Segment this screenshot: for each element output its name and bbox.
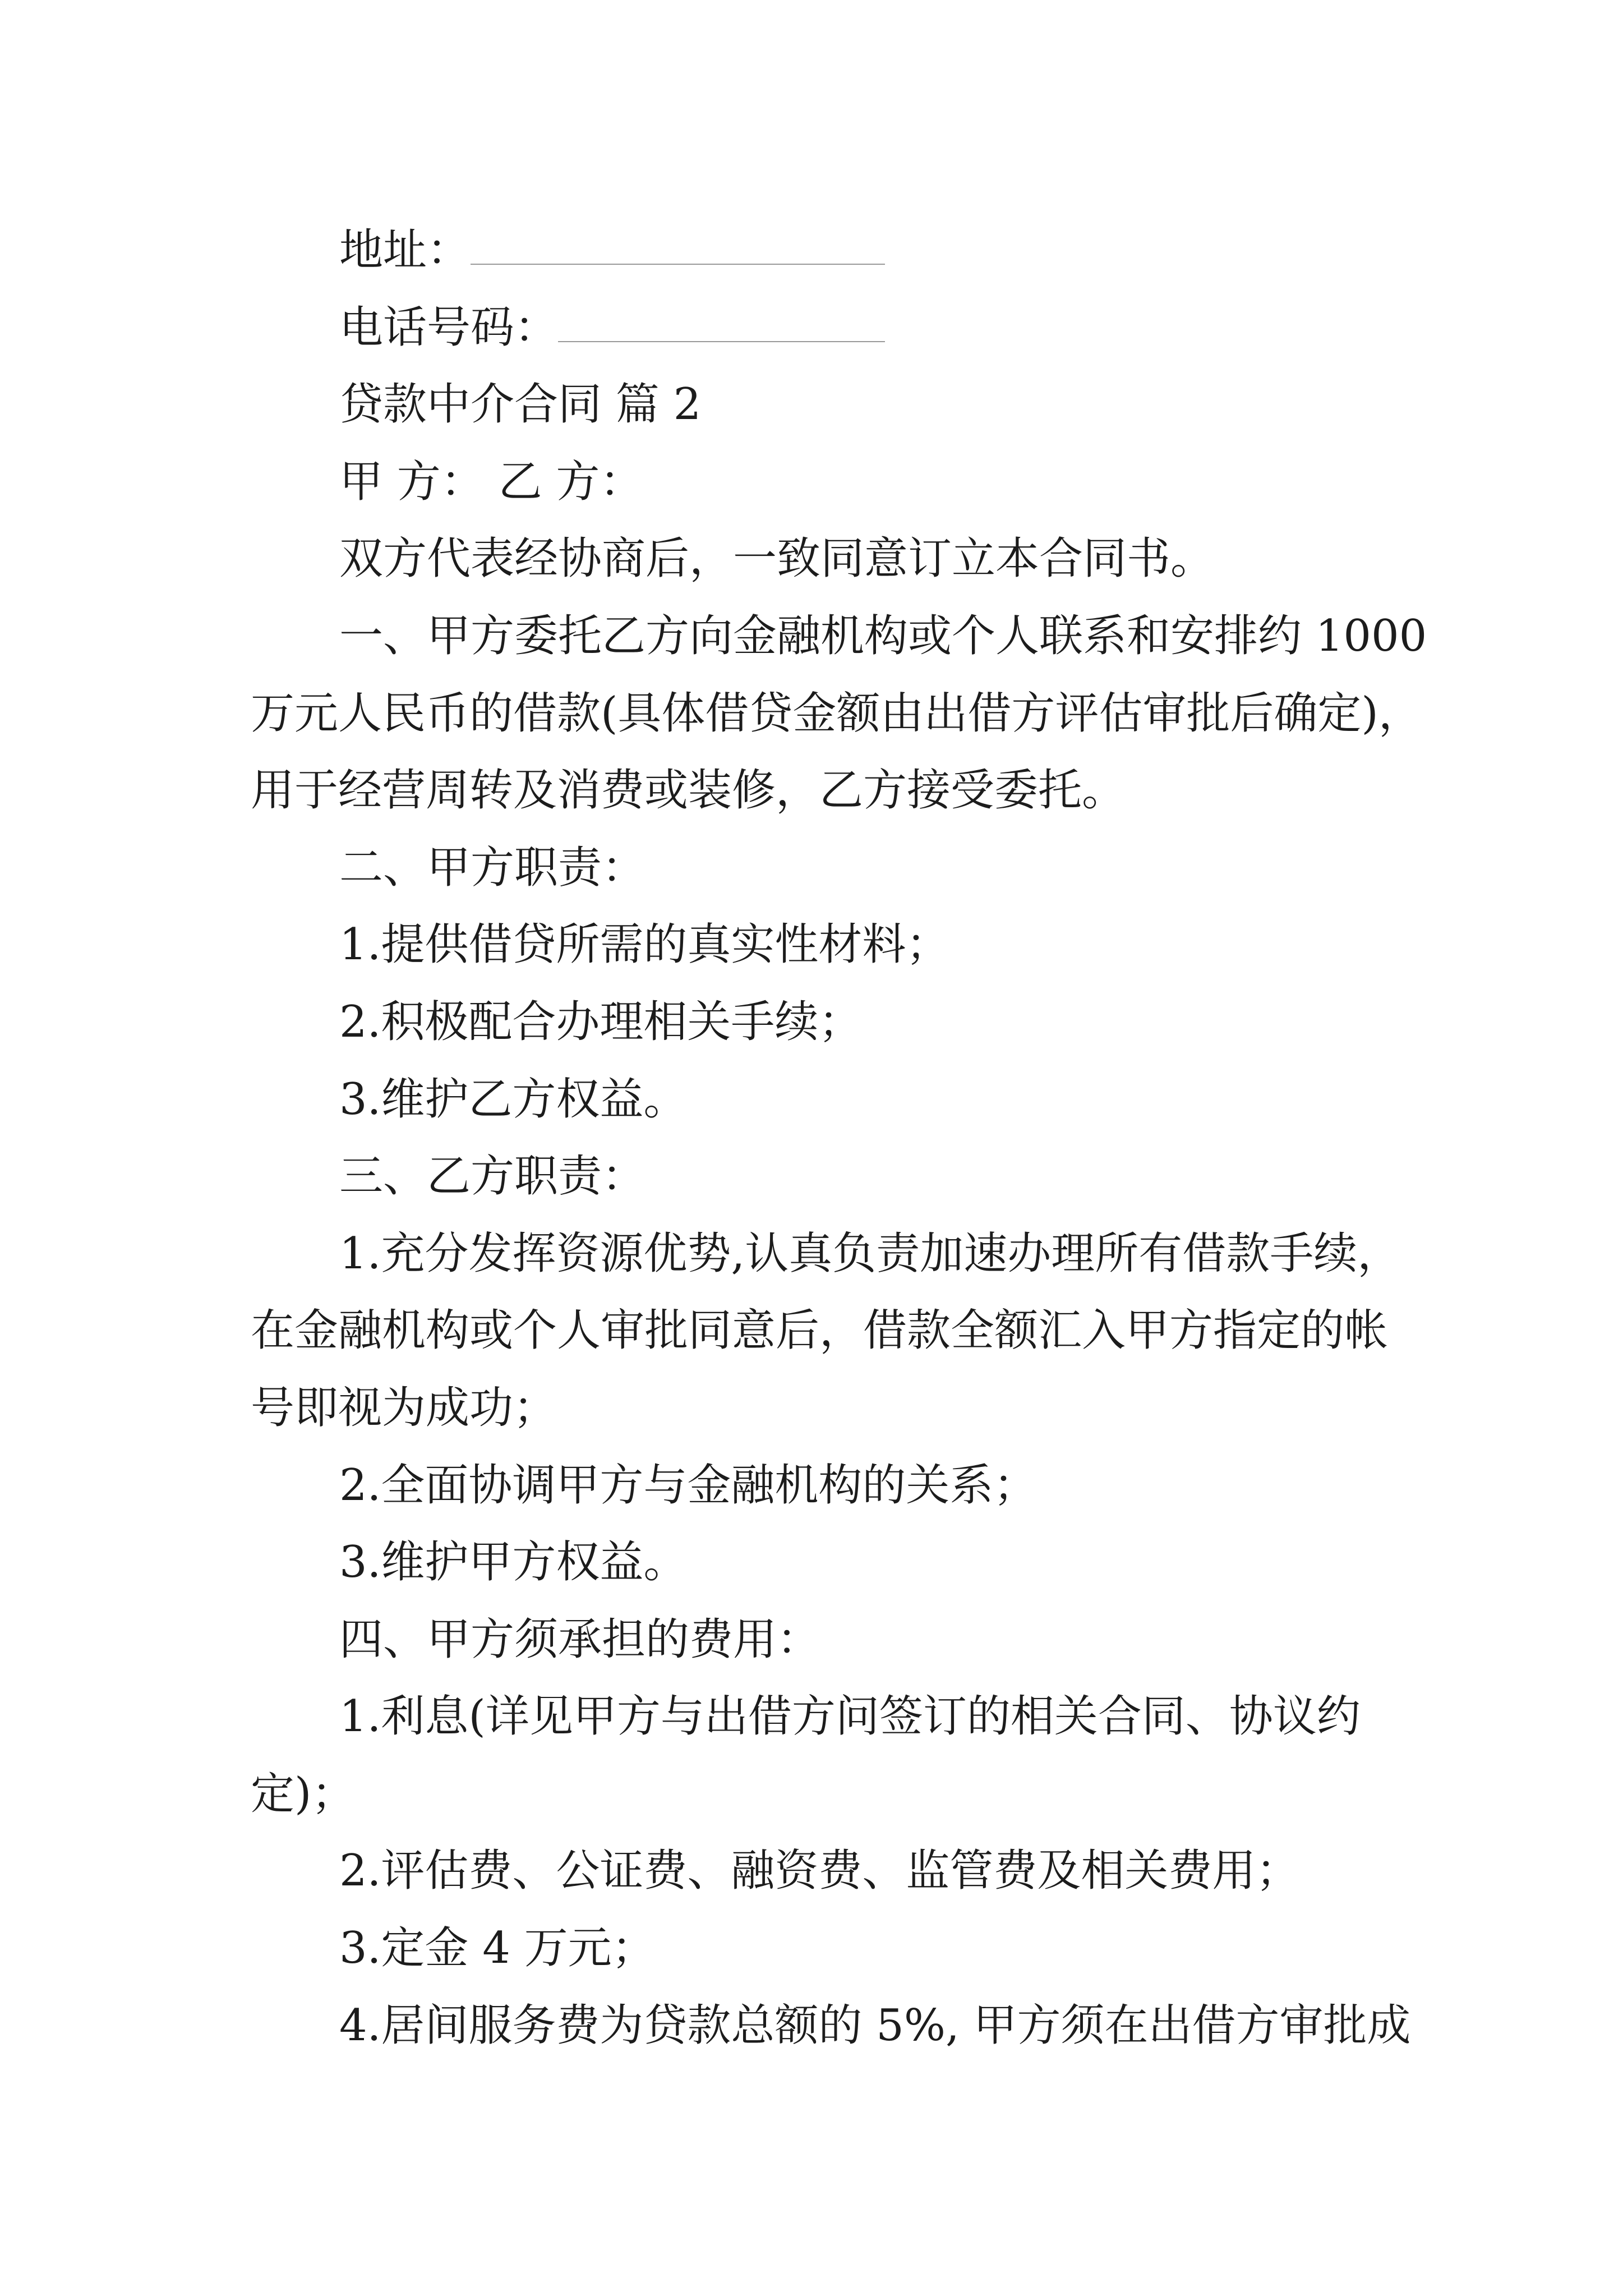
body-line: 1.提供借贷所需的真实性材料； (339, 919, 950, 970)
address-label: 地址： (339, 225, 471, 275)
phone-label: 电话号码： (339, 302, 559, 353)
document-page (0, 212, 1623, 2064)
body-line: 2.积极配合办理相关手续； (339, 996, 863, 1047)
body-line: 1.充分发挥资源优势,认真负责加速办理所有借款手续， (339, 1228, 1401, 1279)
section-heading: 二、甲方职责： (339, 842, 646, 893)
body-line: 用于经营周转及消费或装修，乙方接受委托。 (251, 765, 1126, 816)
body-line: 2.评估费、公证费、融资费、监管费及相关费用； (339, 1846, 1300, 1897)
body-line: 4.居间服务费为贷款总额的 5%, 甲方须在出借方审批成 (339, 2000, 1411, 2051)
body-line: 2.全面协调甲方与金融机构的关系； (339, 1460, 1038, 1511)
address-blank (471, 230, 885, 265)
parties-line: 甲 方： 乙 方： (339, 456, 644, 507)
body-line: 在金融机构或个人审批同意后，借款全额汇入甲方指定的帐 (251, 1305, 1389, 1356)
section-heading: 三、乙方职责： (339, 1151, 646, 1202)
body-line: 一、甲方委托乙方向金融机构或个人联系和安排约 1000 (339, 610, 1427, 661)
body-line: 3.定金 4 万元； (339, 1923, 656, 1974)
body-line: 1.利息(详见甲方与出借方问签订的相关合同、协议约 (339, 1691, 1361, 1742)
body-line: 号即视为成功； (251, 1382, 557, 1433)
body-line: 3.维护甲方权益。 (339, 1537, 688, 1588)
body-line: 定)； (251, 1768, 356, 1819)
contract-title: 贷款中介合同 篇 2 (339, 379, 702, 430)
address-line (0, 212, 1623, 289)
body-line: 万元人民币的借款(具体借贷金额由出借方评估审批后确定)， (251, 688, 1422, 739)
body-line: 3.维护乙方权益。 (339, 1074, 688, 1125)
body-line: 双方代表经协商后，一致同意订立本合同书。 (339, 533, 1215, 585)
phone-line (0, 289, 1623, 367)
section-heading: 四、甲方须承担的费用： (339, 1614, 821, 1665)
phone-blank (558, 307, 885, 342)
